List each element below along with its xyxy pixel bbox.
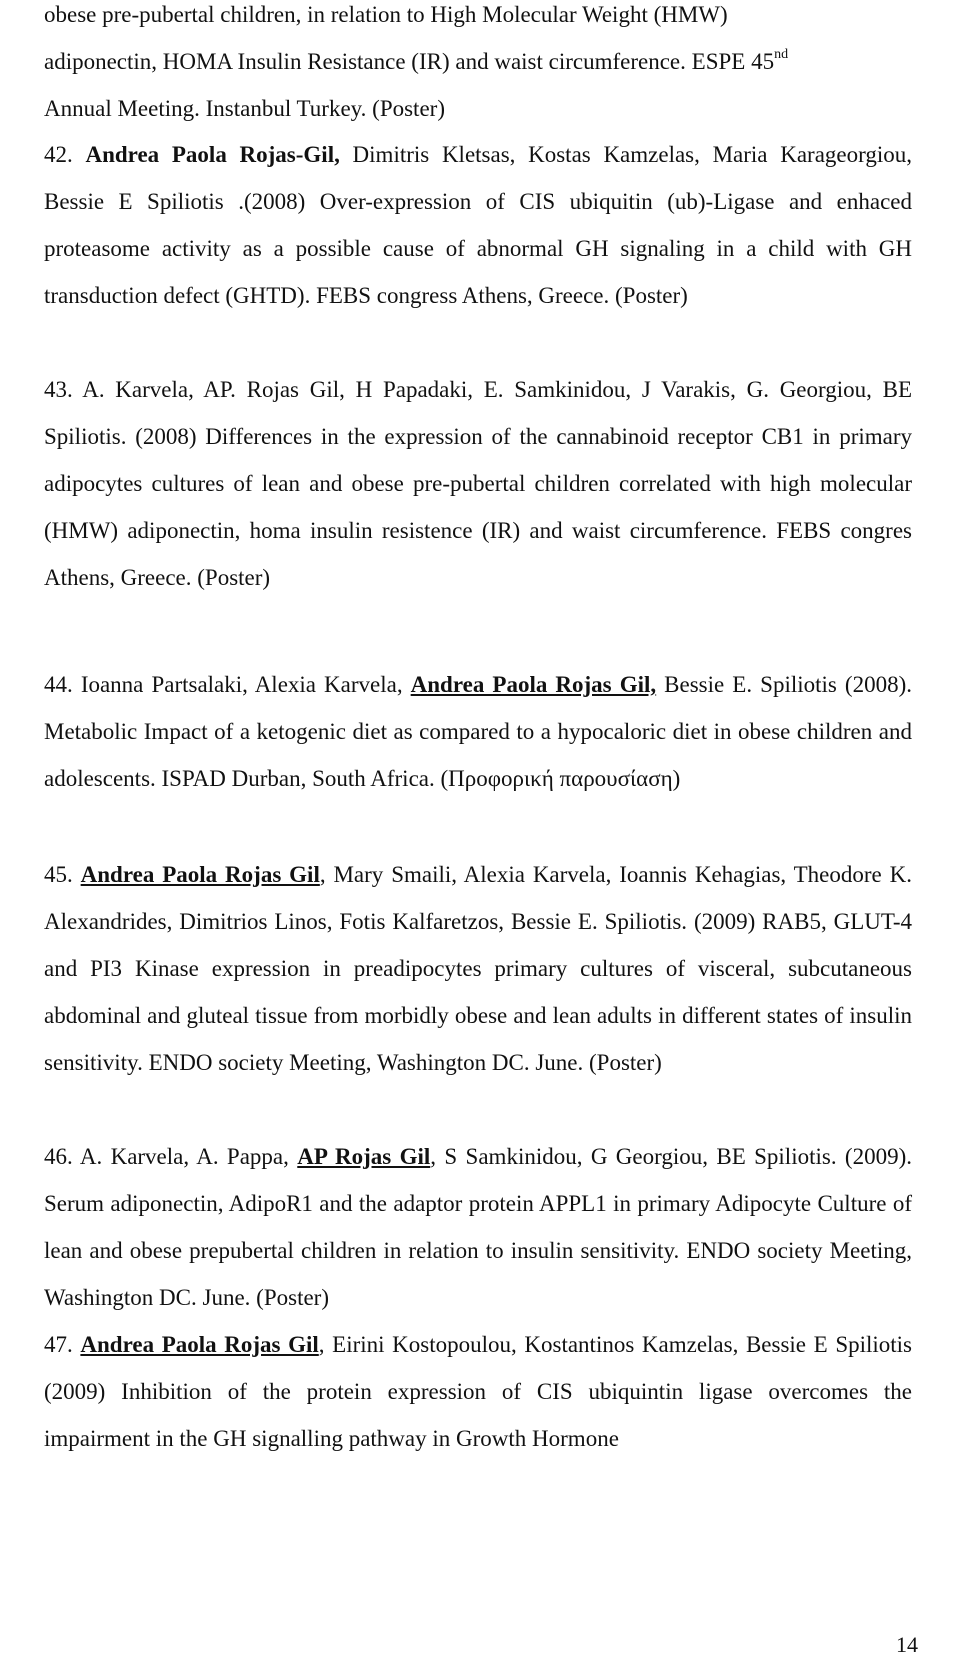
reference-number: 43.	[44, 377, 73, 402]
reference-text	[44, 1321, 912, 1462]
reference-body: , Mary Smaili, Alexia Karvela, Ioannis Kehagias, Theodore K. Alexandrides, Dimitrios Linos, Fotis Kalfaretzos, Bessie E. Spiliotis. (2009) RAB5, GLUT-4 and PI3 Kinase expression in preadipocytes primary cultures of visceral, subcutaneous abdominal and gluteal tissue from morbidly obese and lean adults in different states of insulin sensitivity. ENDO society Meeting, Washington DC. June. (Poster)	[44, 862, 913, 1075]
page-number: 14	[896, 1632, 918, 1657]
reference-body: , S Samkinidou, G Georgiou, BE Spiliotis. (2009). Serum adiponectin, AdipoR1 and the adaptor protein APPL1 in primary Adipocyte Culture of lean and obese prepubertal children in relation to insulin sensitivity. ENDO society Meeting, Washington DC. June. (Poster)	[44, 1144, 913, 1310]
continuation-line-1: obese pre-pubertal children, in relation to High Molecular Weight (HMW)	[44, 2, 728, 27]
highlighted-author: AP Rojas Gil	[297, 1144, 431, 1169]
reference-text	[44, 661, 912, 802]
reference-authors: Ioanna Partsalaki, Alexia Karvela,	[80, 672, 411, 697]
reference-text	[44, 131, 912, 319]
reference-entry-45	[44, 851, 912, 1086]
continuation-paragraph	[44, 0, 912, 132]
highlighted-author: Andrea Paola Rojas Gil	[80, 1332, 319, 1357]
reference-body: A. Karvela, AP. Rojas Gil, H Papadaki, E. Samkinidou, J Varakis, G. Georgiou, BE Spiliotis. (2008) Differences in the expression of the cannabinoid receptor CB1 in primary adipocytes cultures of lean and obese pre-pubertal children correlated with high molecular (HMW) adiponectin, homa insulin resistence (IR) and waist circumference. FEBS congres Athens, Greece. (Poster)	[44, 377, 913, 590]
reference-entry-42	[44, 131, 912, 319]
reference-number: 45.	[44, 862, 73, 887]
reference-text	[44, 851, 912, 1086]
reference-number: 44.	[44, 672, 73, 697]
reference-authors: A. Karvela, A. Pappa,	[79, 1144, 298, 1169]
reference-entry-44	[44, 661, 912, 802]
reference-text	[44, 366, 912, 601]
ordinal-suffix: nd	[774, 47, 789, 62]
reference-entry-46	[44, 1133, 912, 1321]
reference-text	[44, 1133, 912, 1321]
continuation-line-2: adiponectin, HOMA Insulin Resistance (IR) and waist circumference. ESPE 45	[44, 49, 775, 74]
reference-entry-47	[44, 1321, 912, 1462]
continuation-line-3: Annual Meeting. Instanbul Turkey. (Poster)	[44, 96, 445, 121]
reference-number: 46.	[44, 1144, 73, 1169]
reference-body: , Eirini Kostopoulou, Kostantinos Kamzelas, Bessie E Spiliotis (2009) Inhibition of the protein expression of CIS ubiquintin ligase overcomes the impairment in the GH signalling pathway in Growth Hormone	[44, 1332, 913, 1451]
reference-entry-43	[44, 366, 912, 601]
reference-number: 47.	[44, 1332, 73, 1357]
highlighted-author: Andrea Paola Rojas Gil	[80, 862, 320, 887]
reference-body: Dimitris Kletsas, Kostas Kamzelas, Maria Karageorgiou, Bessie E Spiliotis .(2008) Over-expression of CIS ubiquitin (ub)-Ligase and enhaced proteasome activity as a possible cause of abnormal GH signaling in a child with GH transduction defect (GHTD). FEBS congress Athens, Greece. (Poster)	[44, 142, 913, 308]
highlighted-author: Andrea Paola Rojas-Gil,	[85, 142, 340, 167]
reference-number: 42.	[44, 142, 73, 167]
reference-body: Bessie E. Spiliotis (2008). Metabolic Impact of a ketogenic diet as compared to a hypocaloric diet in obese children and adolescents. ISPAD Durban, South Africa. (Προφορική παρουσίαση)	[44, 672, 912, 791]
highlighted-author: Andrea Paola Rojas Gil,	[410, 672, 657, 697]
